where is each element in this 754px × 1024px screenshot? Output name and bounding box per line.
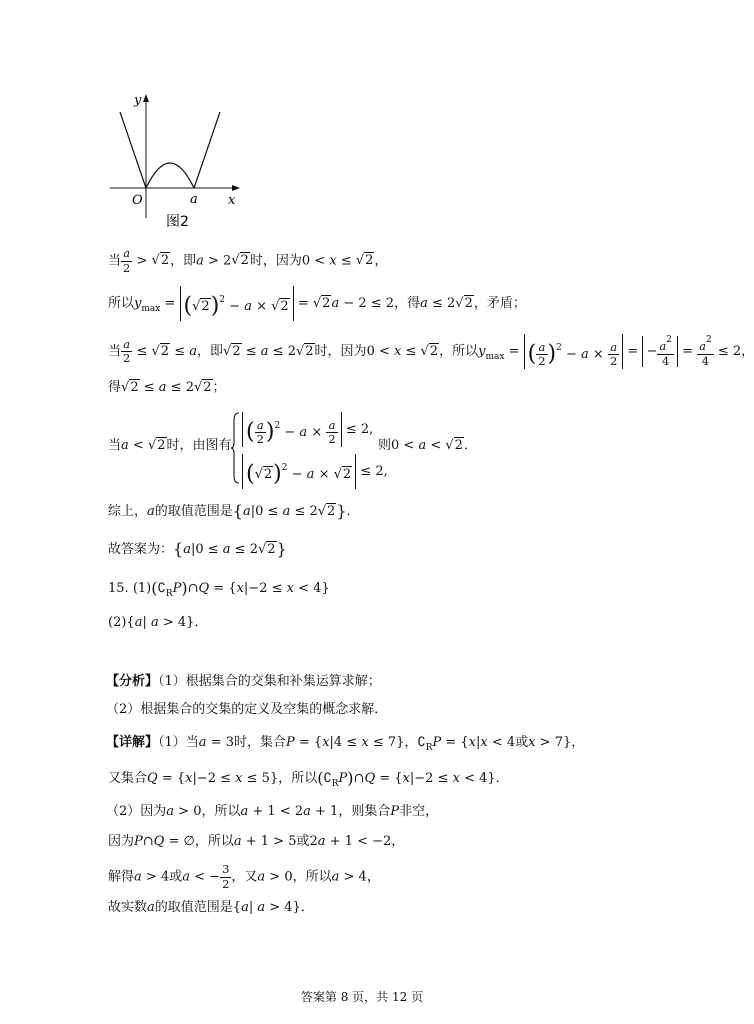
analysis-line-1: 【分析】（1）根据集合的交集和补集运算求解； <box>106 674 381 689</box>
page-footer: 答案第 8 页，共 12 页 <box>300 990 424 1004</box>
origin-label: O <box>132 193 143 208</box>
detail-line-1: 【详解】（1）当a = 3时，集合P = {x|4 ≤ x ≤ 7}，$∁_RP = \{x|x < 4$或x > 7}， <box>106 735 585 753</box>
line-2: 所以$y_{max} = (√2)^2 - a \times √2 = √2a - 2 \le 2$，得a ≤ 2√2，矛盾； <box>108 286 526 321</box>
figure-caption: 图2 <box>166 214 189 230</box>
line-4: 得√2 ≤ a ≤ 2√2； <box>108 380 226 395</box>
graph-figure <box>108 90 248 230</box>
detail-line-2: 又集合Q = {x|−2 ≤ x ≤ 5}，所以$(∁_RP)\cap Q = \{x|-2 \le x < 4\}$． <box>108 768 509 789</box>
line-7: 故答案为：{a|0 ≤ a ≤ 2√2} <box>108 539 287 559</box>
axis-x-label: x <box>228 193 236 208</box>
detail-line-4: 因为P∩Q = ∅，所以a + 1 > 5或2a + 1 < −2， <box>108 834 405 849</box>
axis-y-label: y <box>134 93 142 108</box>
detail-line-3: （2）因为a > 0，所以a + 1 < 2a + 1，则集合P非空， <box>106 804 439 819</box>
detail-line-6: 故实数a的取值范围是{a| a > 4}． <box>108 900 314 915</box>
line-1: 当 $\frac{a}{2}$ > √2，即a > 2√2时，因为0 < x ≤ √2， <box>108 246 388 275</box>
analysis-line-2: （2）根据集合的交集的定义及空集的概念求解． <box>106 702 388 717</box>
detail-line-5: 解得a > 4或a < − $\frac{3}{2}$ ，又a > 0，所以a > 4， <box>108 862 380 891</box>
q15-line-2: (2){a| a > 4}． <box>108 615 208 630</box>
line-3: 当 $\frac{a}{2}$ ≤ √2 ≤ a，即√2 ≤ a ≤ 2√2时，因为0 < x ≤ √2，所以$y_{max}$ = ( $\frac{a}{2}$ )$^2$ − a × $\frac{a}{2}$ = − $\frac{a^2}{4}$ = $\frac{a^2}{4}$ ≤ 2， <box>108 335 754 368</box>
q15-line-1: 15. $(1)(∁_RP)\cap Q = \{x|-2 \le x < 4\}$ <box>108 578 330 599</box>
point-a-label: a <box>190 192 198 207</box>
line-6: 综上，a的取值范围是{a|0 ≤ a ≤ 2√2}． <box>108 501 360 521</box>
